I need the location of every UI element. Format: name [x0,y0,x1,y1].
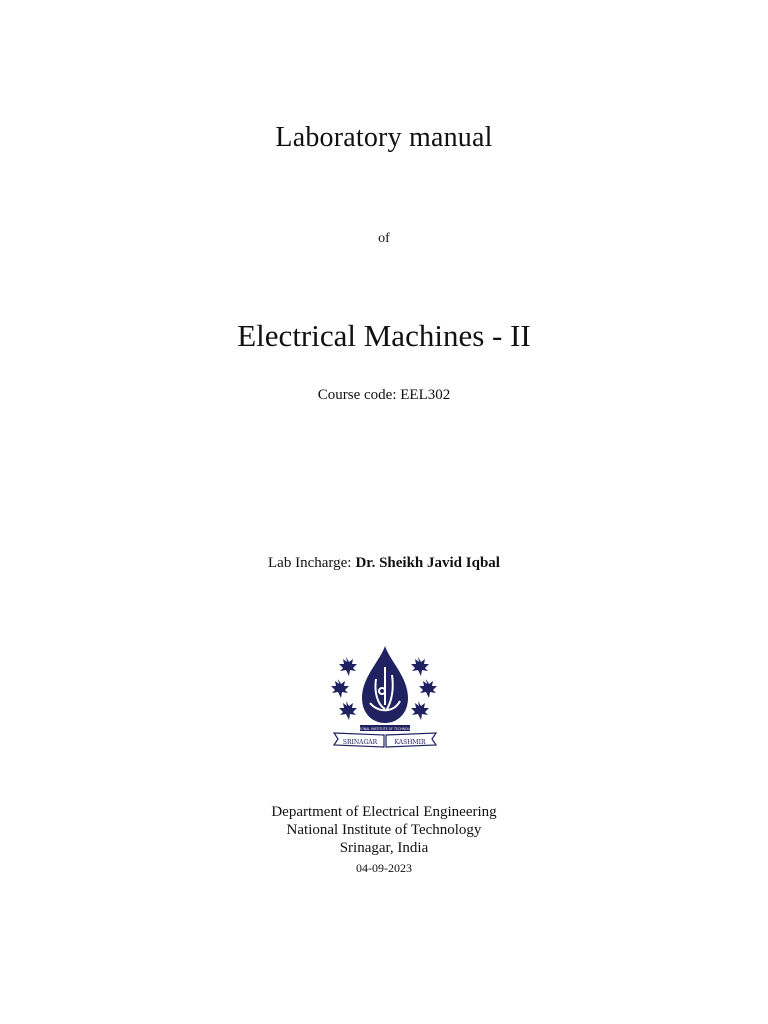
ribbon-right-text: KASHMIR [394,739,426,746]
course-code: Course code: EEL302 [317,387,451,403]
department-name: Department of Electrical Engineering [271,804,497,820]
ribbon-left-text: SRINAGAR [342,739,378,746]
banner-text: NATIONAL INSTITUTE OF TECHNOLOGY [354,727,416,731]
footer-block [0,803,768,857]
lab-incharge-name: Dr. Sheikh Javid Iqbal [355,555,500,571]
institute-name: National Institute of Technology [286,822,482,838]
location: Srinagar, India [339,840,429,856]
page-title: Laboratory manual [275,122,493,153]
lab-incharge [0,555,768,572]
of-text: of [378,231,390,246]
nit-srinagar-emblem-icon [330,643,440,755]
lab-incharge-label: Lab Incharge: [268,555,352,571]
course-name: Electrical Machines - II [237,318,531,353]
date: 04-09-2023 [356,861,412,875]
